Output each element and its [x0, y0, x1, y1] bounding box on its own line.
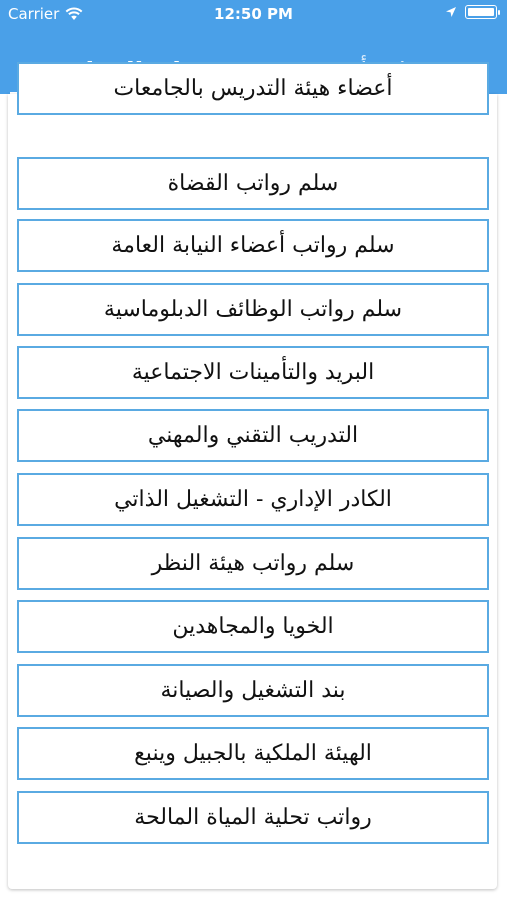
list-item-diplomatic[interactable]: [17, 283, 489, 336]
battery-icon: [465, 5, 497, 19]
status-time: 12:50 PM: [214, 5, 293, 23]
list-item-label: الخويا والمجاهدين: [172, 614, 334, 639]
location-arrow-icon: [445, 6, 457, 18]
list-item-label: رواتب تحلية المياة المالحة: [134, 805, 372, 830]
list-item-label: أعضاء هيئة التدريس بالجامعات: [113, 76, 393, 101]
list-item-khwaya-mujahideen[interactable]: [17, 600, 489, 653]
list-item-administrative-cadre[interactable]: [17, 473, 489, 526]
list-item-label: الهيئة الملكية بالجبيل وينبع: [134, 741, 372, 766]
list-item-royal-commission[interactable]: [17, 727, 489, 780]
list-item-label: البريد والتأمينات الاجتماعية: [131, 360, 375, 385]
list-item-technical-training[interactable]: [17, 409, 489, 462]
battery-level: [468, 8, 494, 16]
list-item-board-of-grievances[interactable]: [17, 537, 489, 590]
list-item-label: التدريب التقني والمهني: [147, 423, 359, 448]
carrier-label: Carrier: [8, 5, 60, 23]
list-item-label: سلم رواتب القضاة: [167, 171, 339, 196]
list-item-label: بند التشغيل والصيانة: [160, 678, 346, 703]
list-item-label: سلم رواتب الوظائف الدبلوماسية: [103, 297, 403, 322]
list-item-label: سلم رواتب هيئة النظر: [151, 551, 355, 576]
list-item-universities-faculty[interactable]: [17, 62, 489, 115]
list-item-saline-water[interactable]: [17, 791, 489, 844]
list-item-post-social-insurance[interactable]: [17, 346, 489, 399]
list-item-public-prosecution[interactable]: [17, 219, 489, 272]
salary-scale-list[interactable]: [8, 76, 497, 889]
list-item-judges[interactable]: [17, 157, 489, 210]
status-bar: [0, 0, 507, 28]
list-item-label: سلم رواتب أعضاء النيابة العامة: [111, 233, 395, 258]
list-item-label: الكادر الإداري - التشغيل الذاتي: [114, 487, 392, 512]
list-item-operation-maintenance[interactable]: [17, 664, 489, 717]
status-indicators: [445, 5, 497, 19]
